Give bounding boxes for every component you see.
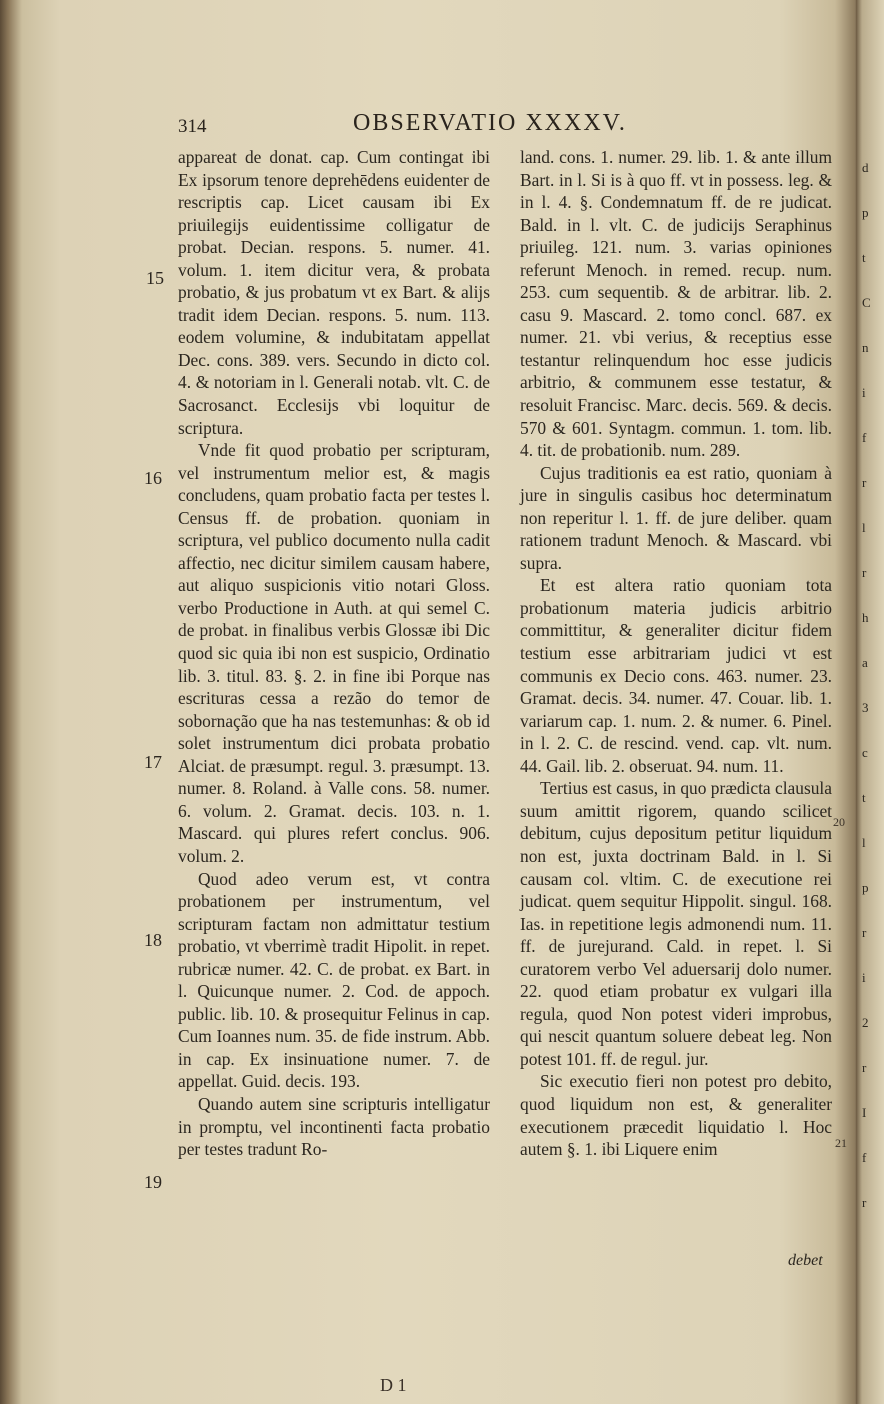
- edge-letter: C: [862, 295, 871, 310]
- edge-letter: a: [862, 655, 868, 670]
- edge-letter: r: [862, 565, 867, 580]
- right-column: [520, 146, 832, 1256]
- edge-letter: r: [862, 1195, 867, 1210]
- edge-letter: p: [862, 205, 869, 220]
- margin-number: 16: [144, 468, 162, 488]
- paragraph: Quando autem sine scripturis intelligatur in promptu, vel incontinenti facta probatio per testes tradunt Ro-: [178, 1093, 490, 1160]
- edge-letter: i: [862, 385, 866, 400]
- edge-letter: i: [862, 970, 866, 985]
- margin-number: 15: [146, 268, 164, 288]
- edge-letter: t: [862, 250, 866, 265]
- edge-letter: l: [862, 520, 866, 535]
- left-column: [178, 146, 490, 1256]
- margin-number: 19: [144, 1172, 162, 1192]
- paragraph: Tertius est casus, in quo prædicta clausula suum amittit rigorem, quando scilicet debitum, cujus depositum petitur liquidum non est, juxta doctrinam Bald. in l. Si causam col. vltim. C. de executione rei judicat. quem sequitur Hippolit. singul. 168. Ias. in repetitione legis admonendi num. 11. ff. de jurejurand. Cald. in repet. l. Si curatorem verbo Vel aduersarij dolo numer. 22. quod etiam probatur ex vulgari illa regula, quod Non potest videri improbus, qui nescit quantum soluere debeat leg. Non potest 101. ff. de regul. jur.: [520, 778, 832, 1069]
- edge-letter: c: [862, 745, 868, 760]
- edge-letter: h: [862, 610, 869, 625]
- paragraph: Et est altera ratio quoniam tota probationum materia judicis arbitrio committitur, & generaliter dicitur fidem testium esse arbitrariam judici vt est communis ex Decio cons. 463. numer. 23. Gramat. decis. 34. numer. 47. Couar. lib. 1. variarum cap. 1. num. 2. & numer. 6. Pinel. in l. 2. C. de rescind. vend. cap. vlt. num. 44. Gail. lib. 2. obseruat. 94. num. 11.: [520, 575, 832, 776]
- edge-letter: l: [862, 835, 866, 850]
- margin-number: 21: [835, 1136, 847, 1150]
- edge-letter: r: [862, 925, 867, 940]
- paragraph: land. cons. 1. numer. 29. lib. 1. & ante illum Bart. in l. Si is à quo ff. vt in possess. leg. & in l. 4. §. Condemnatum ff. de re judicat. Bald. in l. vlt. C. de judicijs Seraphinus priuileg. 121. num. 3. varias opiniones referunt Menoch. in remed. recup. num. 253. cum sequentib. & de arbitrar. lib. 2. casu 9. Mascard. 2. tomo concl. 687. ex numer. 21. vbi verius, & receptius esse testantur relinquendum hoc esse judicis arbitrio, & communem esse testatur, & resoluit Francisc. Marc. decis. 569. & decis. 570 & 601. Syntagm. commun. 1. tom. lib. 4. tit. de probationib. num. 289.: [520, 147, 832, 461]
- edge-letter: n: [862, 340, 869, 355]
- catchword: debet: [788, 1252, 823, 1269]
- edge-letter: 3: [862, 700, 869, 715]
- edge-letter: r: [862, 475, 867, 490]
- edge-letter: r: [862, 1060, 867, 1075]
- edge-letter: p: [862, 880, 869, 895]
- signature-mark: D 1: [380, 1375, 407, 1395]
- paragraph: Sic executio fieri non potest pro debito, quod liquidum non est, & generaliter executionem præcedit liquidatio l. Hoc autem §. 1. ibi Liquere enim: [520, 1071, 832, 1160]
- margin-number: 17: [144, 752, 162, 772]
- paragraph: Cujus traditionis ea est ratio, quoniam à jure in singulis casibus hoc determinatum non reperitur l. 1. ff. de jure deliber. quam rationem tradunt Menoch. & Mascard. vbi supra.: [520, 462, 832, 573]
- edge-letter: f: [862, 1150, 867, 1165]
- edge-letter: t: [862, 790, 866, 805]
- margin-number: 18: [144, 930, 162, 950]
- paragraph: Vnde fit quod probatio per scripturam, vel instrumentum melior est, & magis concludens, quam probatio facta per testes l. Census ff. de probation. quoniam in scriptura, vel publico documento nulla cadit affectio, nec dicitur similem causam habere, aut aliquo suspicionis vitio notari Gloss. verbo Productione in Auth. at qui semel C. de probat. in finalibus verbis Glossæ ibi Dic quod sic quia ibi non est suspicio, Ordinatio lib. 3. titul. 83. §. 2. in fine ibi Porque nas escrituras cessa a rezão do temor de sobornação que ha nas testemunhas: & ob id solet instrumentum dici probata probatio Alciat. de præsumpt. regul. 3. præsumpt. 13. numer. 8. Roland. à Valle cons. 58. numer. 6. volum. 2. Gramat. decis. 103. n. 1. Mascard. qui plures refert conclus. 906. volum. 2.: [178, 440, 490, 866]
- page-number: 314: [178, 116, 207, 137]
- paragraph: Quod adeo verum est, vt contra probationem per instrumentum, vel scripturam factam non admittatur testium probatio, vt vberrimè tradit Hipolit. in repet. rubricæ numer. 42. C. de probat. ex Bart. in l. Quicunque numer. 2. Cod. de appoch. public. lib. 10. & prosequitur Felinus in cap. Cum Ioannes num. 35. de fide instrum. Abb. in cap. Ex insinuatione numer. 7. de appellat. Guid. decis. 193.: [178, 868, 490, 1092]
- edge-letter: f: [862, 430, 867, 445]
- paragraph: appareat de donat. cap. Cum contingat ibi Ex ipsorum tenore deprehēdens euidenter de rescriptis cap. Licet causam ibi Ex priuilegijs euidentissime colligatur de probat. Decian. respons. 5. numer. 41. volum. 1. item dicitur vera, & probata probatio, & jus probatum vt ex Bart. & alijs tradit idem Decian. respons. 5. num. 113. eodem volumine, & indubitatam appellat Dec. cons. 389. vers. Secundo in dicto col. 4. & notoriam in l. Generali notab. vlt. C. de Sacrosanct. Ecclesijs vbi loquitur de scriptura.: [178, 147, 490, 438]
- page-header: [178, 110, 858, 140]
- edge-letter: d: [862, 160, 869, 175]
- margin-number: 20: [833, 815, 845, 829]
- running-title: OBSERVATIO XXXXV.: [353, 110, 627, 136]
- edge-letter: I: [862, 1105, 867, 1120]
- edge-letter: 2: [862, 1015, 869, 1030]
